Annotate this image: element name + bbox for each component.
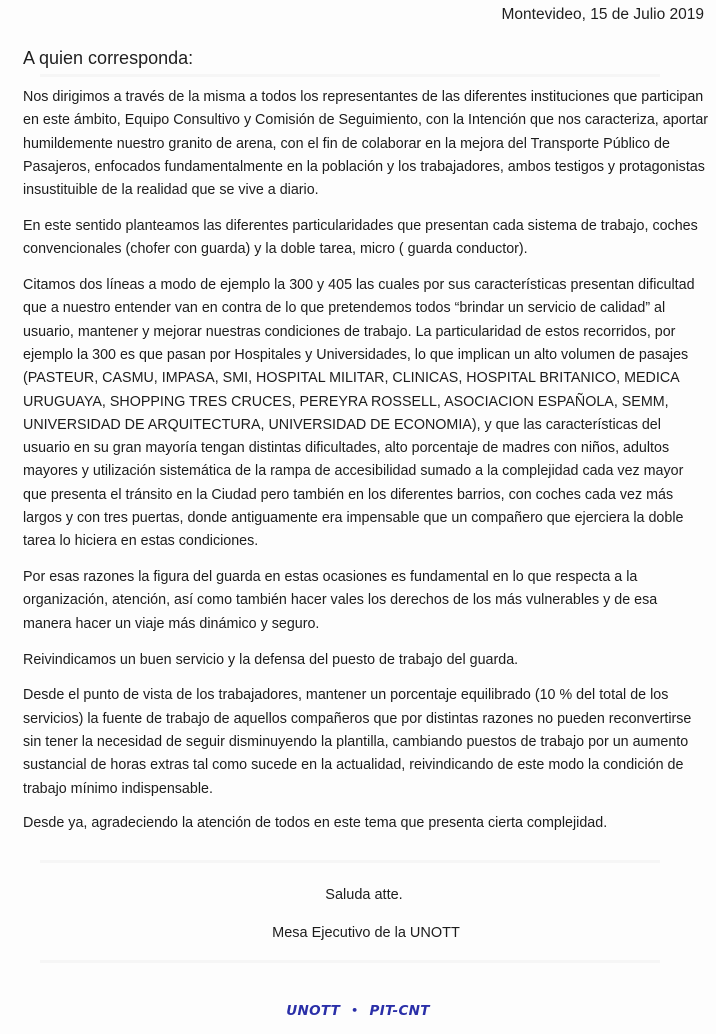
body-paragraph: Citamos dos líneas a modo de ejemplo la 300 y 405 las cuales por sus características presentan dificultad que a nuestro entender van en contra de lo que pretendemos todos “brindar un servicio de calidad” al usuario, mantener y mejorar nuestras condiciones de trabajo. La particularidad de estos recorridos, por ejemplo la 300 es que pasan por Hospitales y Universidades, lo que implican un alto volumen de pasajes (PASTEUR, CASMU, IMPASA, SMI, HOSPITAL MILITAR, CLINICAS, HOSPITAL BRITANICO, MEDICA URUGUAYA, SHOPPING TRES CRUCES, PEREYRA ROSSELL, ASOCIACION ESPAÑOLA, SEMM, UNIVERSIDAD DE ARQUITECTURA, UNIVERSIDAD DE ECONOMIA), y que las características del usuario en su gran mayoría tengan distintas dificultades, alto porcentaje de madres con niños, adultos mayores y utilización sistemática de la rampa de accesibilidad sumado a la complejidad cada vez mayor que presenta el tránsito en la Ciudad pero también en los diferentes barrios, con coches cada vez más largos y con tres puertas, donde antiguamente era impensable que un compañero que ejerciera la doble tarea lo hiciera en estas condiciones.	[23, 277, 695, 550]
logo-unott: UNOTT	[286, 1003, 341, 1019]
letter-body	[23, 86, 709, 848]
body-paragraph: En este sentido planteamos las diferentes particularidades que presentan cada sistema de trabajo, coches convencionales (chofer con guarda) y la doble tarea, micro ( guarda conductor).	[23, 217, 698, 258]
bleed-through-shadow	[40, 74, 660, 77]
body-paragraph: Desde el punto de vista de los trabajadores, mantener un porcentaje equilibrado (10 % del total de los servicios) la fuente de trabajo de aquellos compañeros que por distintas razones no pueden reconvertirse sin tener la necesidad de seguir disminuyendo la plantilla, cambiando puestos de trabajo por un aumento sustancial de horas extras tal como sucede en la actualidad, reivindicando de este modo la condición de trabajo mínimo indispensable.	[23, 687, 692, 797]
body-paragraph: Por esas razones la figura del guarda en estas ocasiones es fundamental en lo que respecta a la organización, atención, así como también hacer vales los derechos de los más vulnerables y de esa manera hacer un viaje más dinámico y seguro.	[23, 569, 658, 632]
closing-greeting: Saluda atte.	[325, 887, 403, 903]
letter-date: Montevideo, 15 de Julio 2019	[501, 6, 704, 23]
bleed-through-shadow	[40, 960, 660, 963]
logo-pit-cnt: PIT-CNT	[369, 1003, 430, 1019]
signature: Mesa Ejecutivo de la UNOTT	[272, 925, 460, 941]
unott-pit-cnt-logo	[0, 1003, 716, 1019]
bleed-through-shadow	[40, 860, 660, 863]
body-paragraph: Nos dirigimos a través de la misma a todos los representantes de las diferentes instituciones que participan en este ámbito, Equipo Consultivo y Comisión de Seguimiento, con la Intención que nos caracteriza, aportar humildemente nuestro granito de arena, con el fin de colaborar en la mejora del Transporte Público de Pasajeros, enfocados fundamentalmente en la población y los trabajadores, ambos testigos y protagonistas insustituible de la realidad que se vive a diario.	[23, 89, 709, 199]
body-paragraph: Desde ya, agradeciendo la atención de todos en este tema que presenta cierta complejidad.	[23, 814, 608, 831]
salutation: A quien corresponda:	[23, 48, 194, 68]
logo-separator: •	[351, 1004, 359, 1017]
body-paragraph: Reivindicamos un buen servicio y la defensa del puesto de trabajo del guarda.	[23, 651, 519, 668]
